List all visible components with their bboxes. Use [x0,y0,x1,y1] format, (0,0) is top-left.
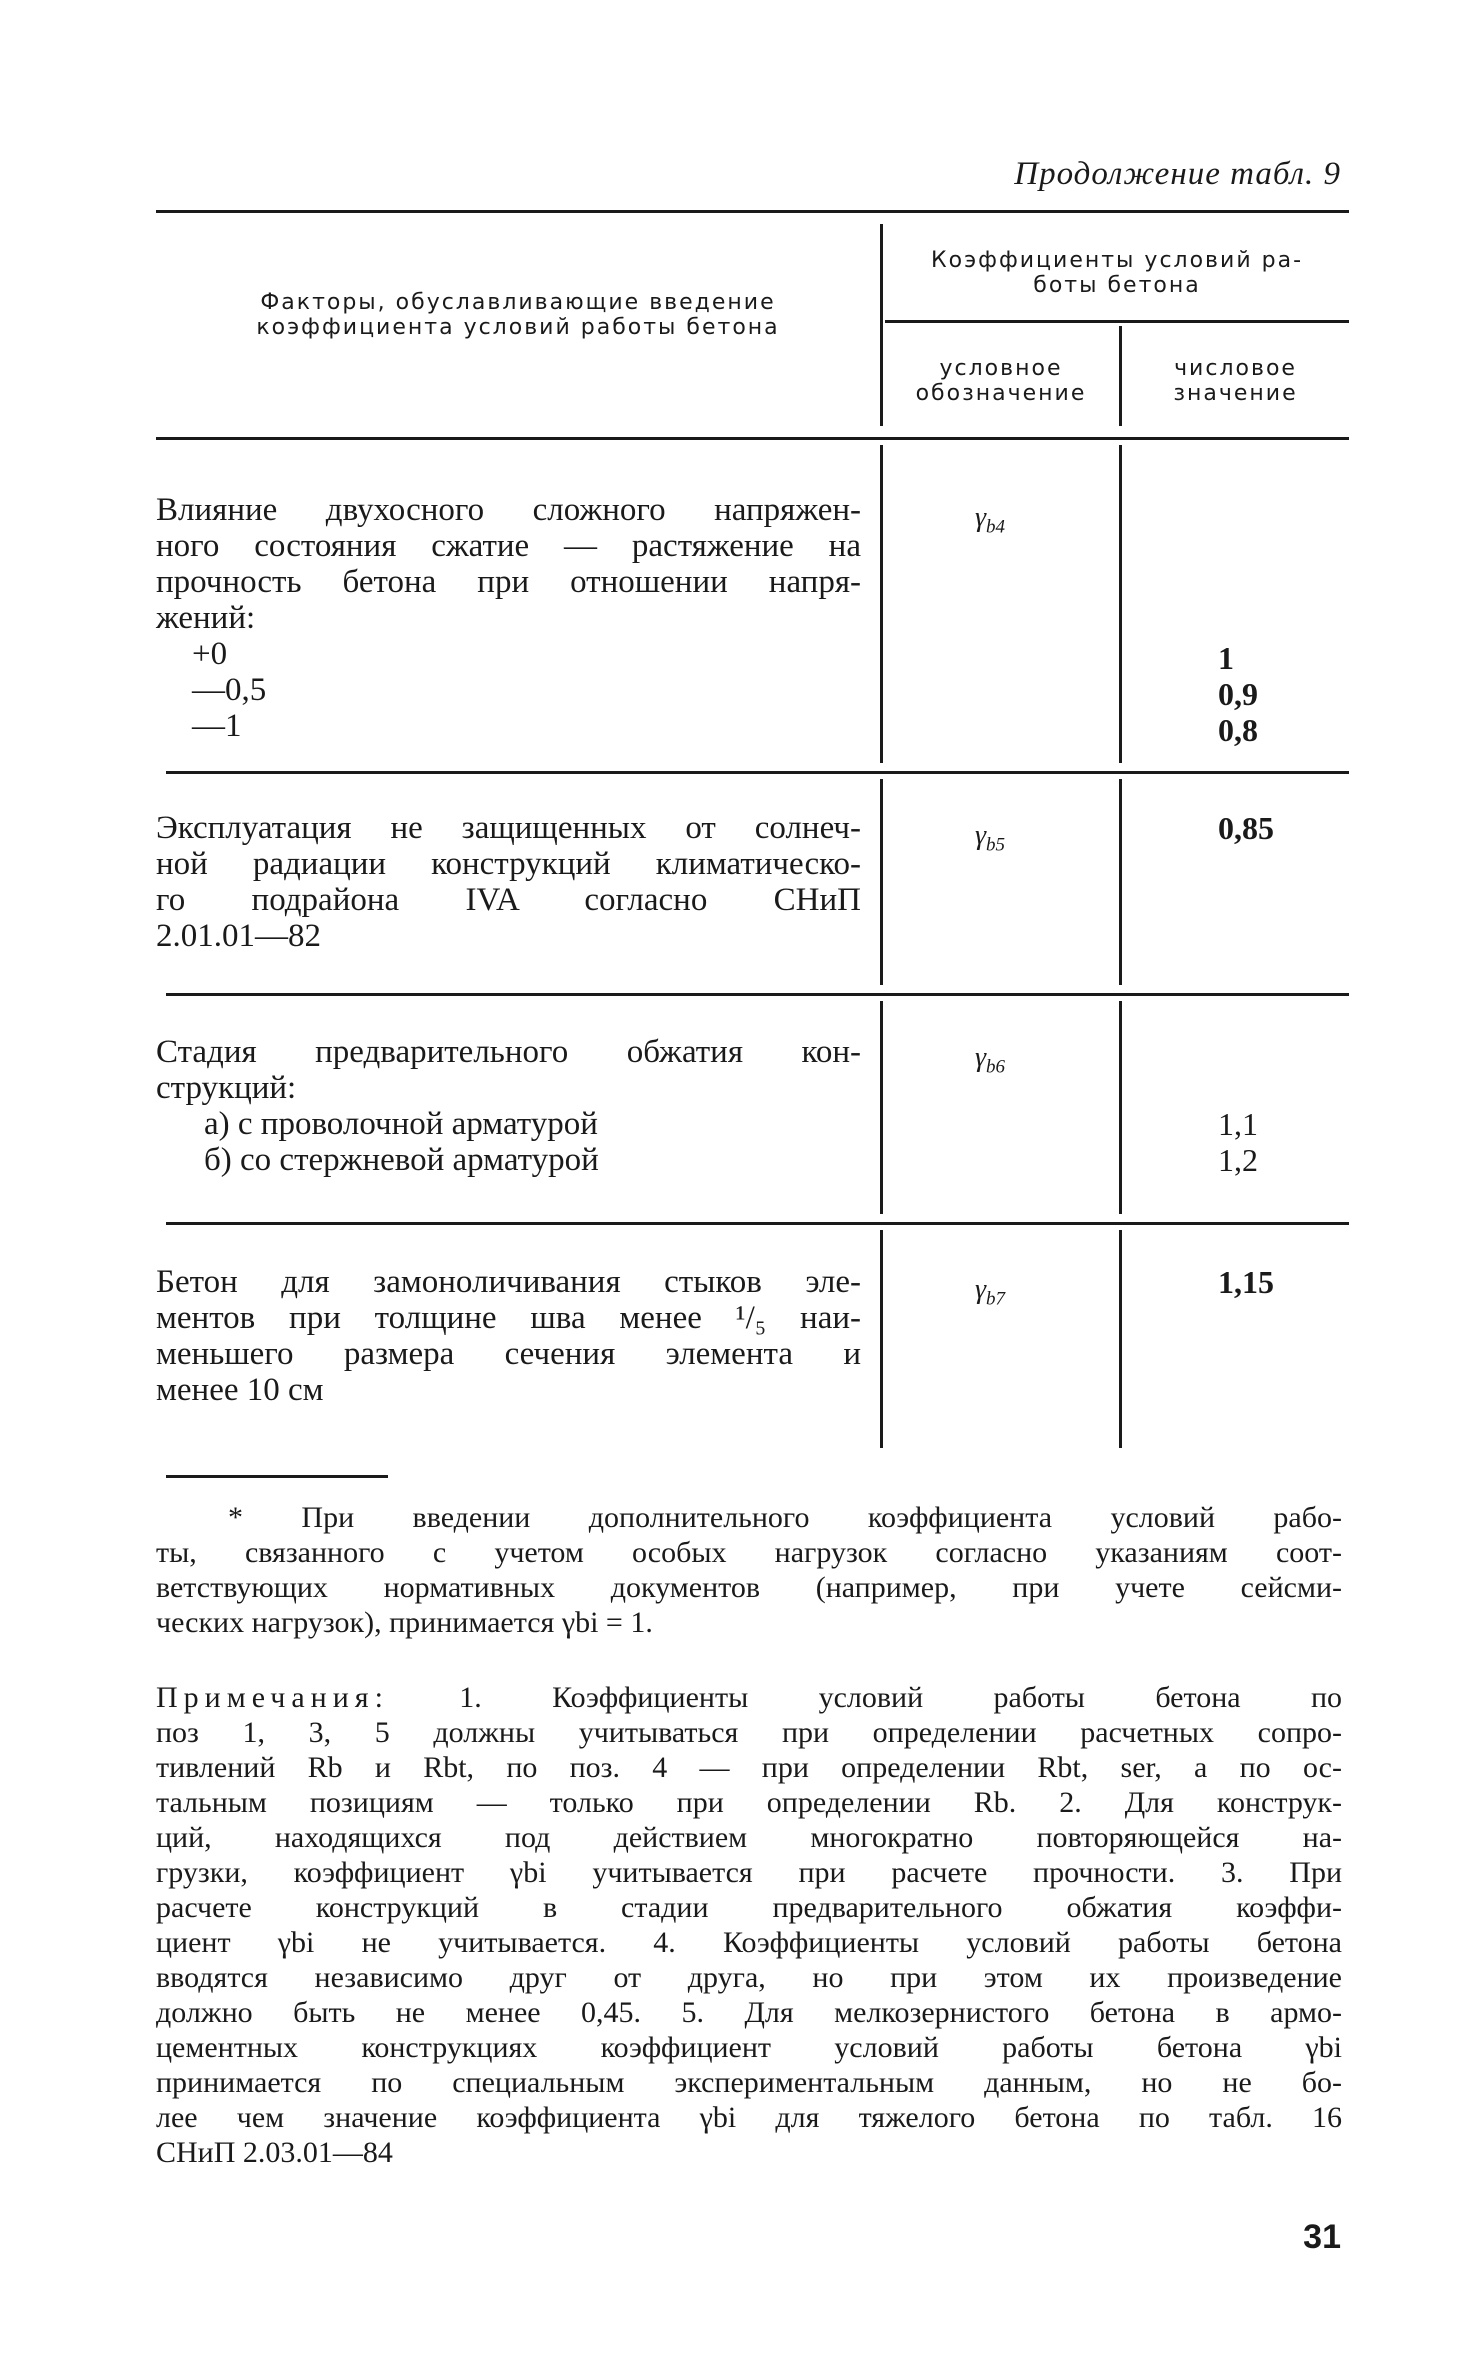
row2-factor: Эксплуатация не защищенных от солнеч- ной радиации конструкций климатическо- го подрайона IVA согласно СНиП 2.01.01—82 [156,810,861,954]
header-value: числовое значение [1173,356,1298,406]
table-caption: Продолжение табл. 9 [1014,156,1341,192]
table-top-rule [156,210,1349,213]
row1-rule-a [880,445,883,763]
row3-factor: Стадия предварительного обжатия кон- струкций: а) с проволочной арматурой б) со стержневой арматурой [156,1034,861,1178]
row1-symbol: $\gamma_{b4}$ [975,502,1006,538]
row4-values: 1,15 [1218,1264,1274,1300]
header-symbol: условное обозначение [915,356,1087,406]
row1-factor: Влияние двухосного сложного напряжен- ного состояния сжатие — растяжение на прочность бетона при отношении напря- жений: +0 —0,5 —1 [156,492,861,744]
row-divider-2 [166,993,1349,996]
row3-rule-b [1119,1001,1122,1214]
row4-symbol: $\gamma_{b7}$ [975,1274,1006,1310]
row4-rule-b [1119,1230,1122,1448]
notes: Примечания: 1. Коэффициенты условий работы бетона по поз 1, 3, 5 должны учитываться при определении расчетных сопро- тивлений Rb и Rbt, по поз. 4 — при определении Rbt, ser, а по ос- тальным позициям — только при определении Rb. 2. Для конструк- ций, находящихся под действием многократно повторяющейся на- грузки, коэффициент γbi учитывается при расчете прочности. 3. При расчете конструкций в стадии предварительного обжатия коэффи- циент γbi не учитывается. 4. Коэффициенты условий работы бетона вводятся независимо друг от друга, но при этом их произведение должно быть не менее 0,45. 5. Для мелкозернистого бетона в армо- цементных конструкциях коэффициент условий работы бетона γbi принимается по специальным экспериментальным данным, но не бо- лее чем значение коэффициента γbi для тяжелого бетона по табл. 16 СНиП 2.03.01—84 [156,1681,1342,2169]
footnote-rule [166,1475,388,1478]
row-divider-3 [166,1222,1349,1225]
header-bottom-rule [156,437,1349,440]
footnote: * При введении дополнительного коэффициента условий рабо- ты, связанного с учетом особых нагрузок согласно указаниям соот- ветствующих нормативных документов (например, при учете сейсми- ческих нагрузок), принимается γbi = 1. [156,1501,1342,1639]
coefficients-subheader-rule [885,320,1349,323]
row2-symbol: $\gamma_{b5}$ [975,820,1006,856]
page-number: 31 [1303,2218,1341,2256]
row2-rule-b [1119,779,1122,985]
row2-rule-a [880,779,883,985]
row1-rule-b [1119,445,1122,763]
row4-factor: Бетон для замоноличивания стыков эле- ментов при толщине шва менее ¹/₅ наи- меньшего размера сечения элемента и менее 10 см [156,1264,861,1408]
row3-values: 1,1 1,2 [1218,1106,1258,1178]
row1-values: 1 0,9 0,8 [1218,640,1258,748]
notes-lead: Примечания: [156,1681,389,1714]
row4-rule-a [880,1230,883,1448]
header-coefficients: Коэффициенты условий ра- боты бетона [930,248,1304,298]
row2-values: 0,85 [1218,810,1274,846]
row3-symbol: $\gamma_{b6}$ [975,1042,1006,1078]
row3-rule-a [880,1001,883,1214]
header-factors: Факторы, обуславливающие введение коэффициента условий работы бетона [256,290,780,340]
row-divider-1 [166,771,1349,774]
